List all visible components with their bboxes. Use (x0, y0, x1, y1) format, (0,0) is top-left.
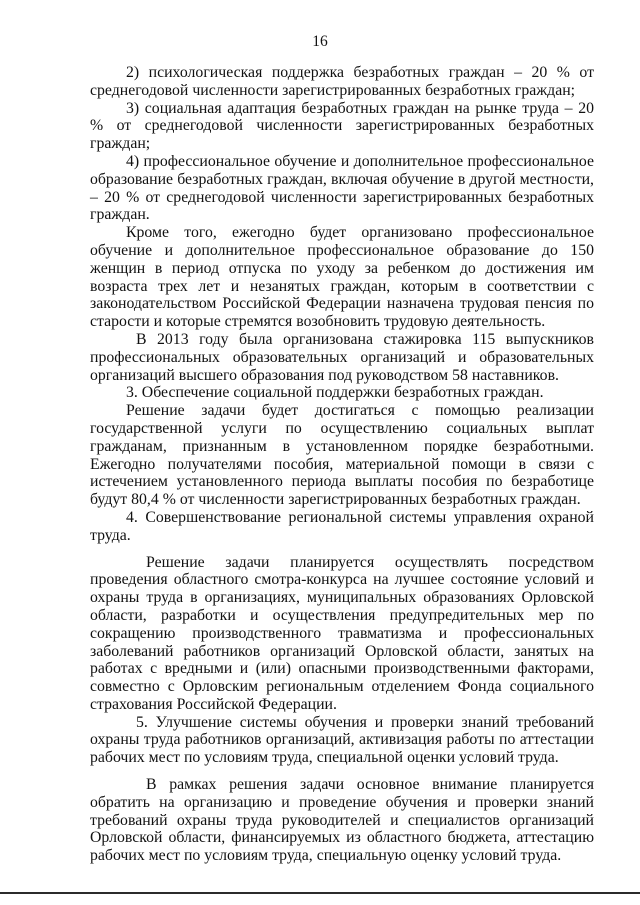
paragraph-unemployment-benefits: Решение задачи будет достигаться с помощью реализации государственной услуги по осуществлению социальных выплат гражданам, признанным в установленном порядке безработными. Ежегодно получателями пособия, материальной помощи в связи с истечением установленного периода выплаты пособия по безработице будут 80,4 % от численности зарегистрированных безработных граждан. (90, 402, 594, 509)
paragraph-internship: В 2013 году была организована стажировка 115 выпускников профессиональных образовательных организаций и образовательных организаций высшего образования под руководством 58 наставников. (90, 330, 594, 384)
paragraph-additional-training: Кроме того, ежегодно будет организовано профессиональное обучение и дополнительное профессиональное образование до 150 женщин в период отпуска по уходу за ребенком до достижения им возраста трех лет и незанятых граждан, которым в соответствии с законодательством Российской Федерации назначена трудовая пенсия по старости и которые стремятся возобновить трудовую деятельность. (90, 224, 594, 331)
section-heading-social-support: 3. Обеспечение социальной поддержки безработных граждан. (126, 384, 544, 402)
paragraph-training-focus: В рамках решения задачи основное внимание планируется обратить на организацию и проведение обучения и проверки знаний требований охраны труда руководителей и специалистов организаций Орловской области, финансируемых из областного бюджета, аттестацию рабочих мест по условиям труда, специальную оценку условий труда. (90, 776, 594, 865)
page-number: 16 (312, 33, 328, 50)
paragraph-competition: Решение задачи планируется осуществлять посредством проведения областного смотра-конкурса на лучшее состояние условий и охраны труда в организациях, муниципальных образованиях Орловской области, разработки и осуществления предупредительных мер по сокращению производственного травматизма и профессиональных заболеваний работников организаций Орловской области, занятых на работах с вредными и (или) опасными производственными факторами, совместно с Орловским региональным отделением Фонда социального страхования Российской Федерации. (90, 553, 594, 713)
section-heading-training-system: 5. Улучшение системы обучения и проверки знаний требований охраны труда работников организаций, активизация работы по аттестации рабочих мест по условиям труда, специальной оценки условий труда. (90, 713, 594, 767)
list-item-social-adaptation: 3) социальная адаптация безработных граждан на рынке труда – 20 % от среднегодовой численности зарегистрированных безработных граждан; (90, 99, 594, 153)
scan-edge-line (0, 892, 640, 894)
section-heading-labor-protection-management: 4. Совершенствование региональной системы управления охраной труда. (90, 508, 594, 544)
document-body (90, 64, 594, 865)
list-item-professional-training: 4) профессиональное обучение и дополнительное профессиональное образование безработных граждан, включая обучение в другой местности, – 20 % от среднегодовой численности зарегистрированных безработных граждан. (90, 152, 594, 224)
list-item-psychological-support: 2) психологическая поддержка безработных граждан – 20 % от среднегодовой численности зарегистрированных безработных граждан; (90, 64, 594, 99)
